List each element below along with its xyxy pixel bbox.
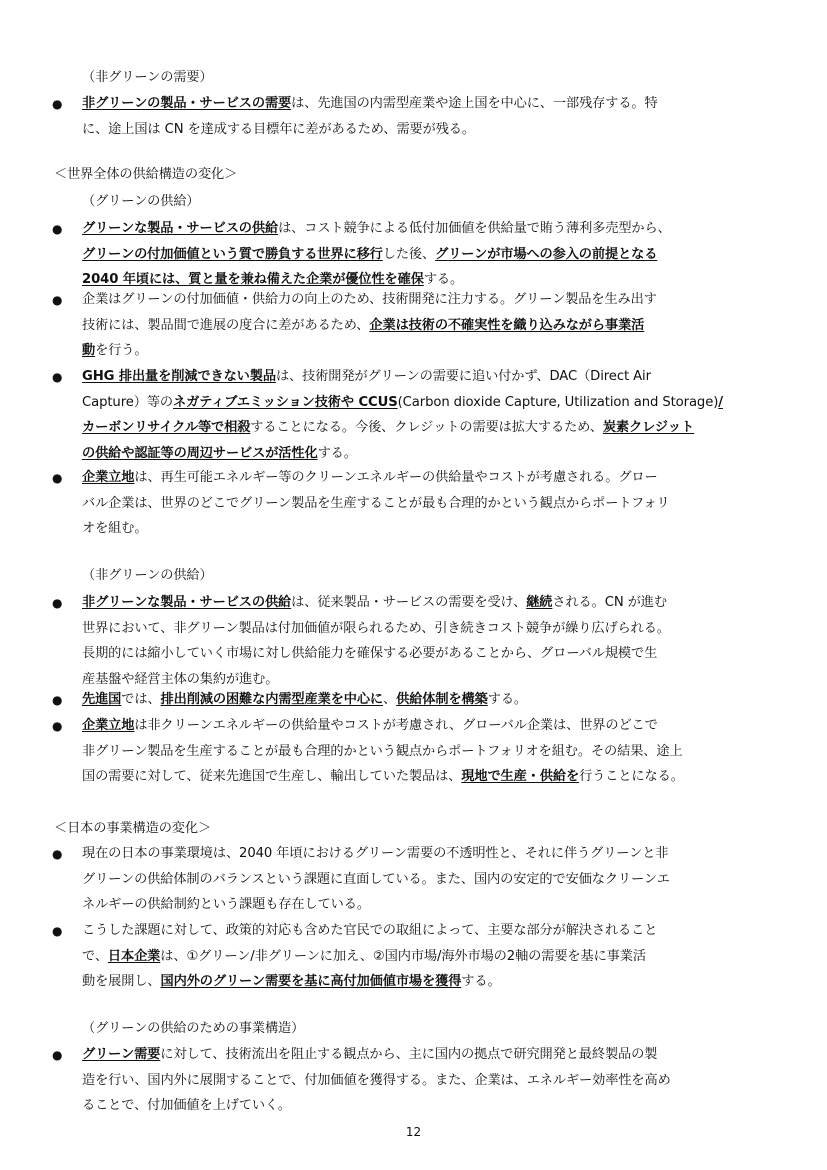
body-text: Capture）等の bbox=[82, 394, 173, 410]
body-text: 現在の日本の事業環境は、2040 年頃におけるグリーン需要の不透明性と、それに伴うグリーンと非 bbox=[82, 846, 669, 861]
body-text: する。 bbox=[487, 692, 528, 707]
body-text: 動を展開し、 bbox=[82, 974, 161, 989]
emphasis-text: 企業立地 bbox=[82, 718, 135, 733]
paragraph-line bbox=[82, 973, 501, 991]
body-text: 国の需要に対して、従来先進国で生産し、輸出していた製品は、 bbox=[82, 769, 462, 784]
emphasis-text: 現地で生産・供給を bbox=[461, 769, 580, 784]
body-text: は、技術開発がグリーンの需要に追い付かず、DAC（Direct Air bbox=[275, 369, 651, 384]
emphasis-text: グリーンな製品・サービスの供給 bbox=[82, 221, 279, 236]
paragraph-line bbox=[82, 220, 671, 238]
body-text: に対して、技術流出を阻止する観点から、主に国内の拠点で研究開発と最終製品の製 bbox=[160, 1047, 658, 1062]
emphasis-text: 継続 bbox=[526, 595, 553, 610]
body-text: 造を行い、国内外に展開することで、付加価値を獲得する。また、企業は、エネルギー効率性を高め bbox=[82, 1072, 671, 1088]
body-text: では、 bbox=[121, 692, 161, 707]
body-text: 企業はグリーンの付加価値・供給力の向上のため、技術開発に注力する。グリーン製品を生み出す bbox=[82, 292, 657, 307]
emphasis-text: / bbox=[718, 394, 723, 410]
bullet-dot: ● bbox=[52, 1048, 63, 1062]
body-text: は、従来製品・サービスの需要を受け、 bbox=[291, 595, 527, 610]
bullet-dot: ● bbox=[52, 222, 63, 236]
body-text: で、 bbox=[82, 948, 108, 964]
body-text: した後、 bbox=[382, 246, 436, 262]
body-text: は、先進国の内需型産業や途上国を中心に、一部残存する。特 bbox=[291, 96, 658, 111]
paragraph-line bbox=[82, 896, 370, 914]
body-text: は、コスト競争による低付加価値を供給量で賄う薄利多売型から、 bbox=[278, 221, 671, 236]
emphasis-text: 排出削減の困難な内需型産業を中心に bbox=[160, 692, 384, 707]
paragraph-line bbox=[82, 317, 644, 335]
paragraph-line bbox=[82, 743, 683, 761]
subsection-label: （非グリーンの需要） bbox=[82, 70, 213, 85]
emphasis-text: カーボンリサイクル等で相殺 bbox=[82, 420, 251, 435]
paragraph-line bbox=[82, 95, 658, 113]
paragraph-line bbox=[82, 121, 475, 139]
body-text: する。 bbox=[461, 974, 501, 989]
bullet-dot: ● bbox=[52, 924, 63, 938]
paragraph-line bbox=[82, 922, 657, 940]
emphasis-text: 国内外のグリーン需要を基に高付加価値市場を獲得 bbox=[160, 974, 462, 989]
body-text: ネルギーの供給制約という課題も存在している。 bbox=[82, 897, 370, 912]
bullet-dot: ● bbox=[52, 471, 63, 485]
emphasis-text: 動 bbox=[82, 343, 96, 358]
paragraph-line bbox=[82, 445, 357, 463]
subsection-label: （グリーンの供給のための事業構造） bbox=[82, 1021, 305, 1036]
body-text: することになる。今後、クレジットの需要は拡大するため、 bbox=[250, 420, 603, 435]
paragraph-line bbox=[82, 645, 657, 663]
emphasis-text: グリーンが市場への参入の前提となる bbox=[435, 246, 658, 262]
body-text: は非クリーンエネルギーの供給量やコストが考慮され、グローバル企業は、世界のどこで bbox=[134, 718, 658, 733]
bullet-dot: ● bbox=[52, 693, 63, 707]
emphasis-text: グリーンの付加価値という質で勝負する世界に移行 bbox=[82, 246, 383, 262]
subsection-label: （グリーンの供給） bbox=[82, 194, 200, 209]
paragraph-line bbox=[82, 1072, 671, 1090]
body-text: 行うことになる。 bbox=[579, 769, 684, 784]
emphasis-text: 炭素クレジット bbox=[602, 420, 695, 435]
paragraph-line bbox=[82, 594, 667, 612]
paragraph-line bbox=[82, 768, 684, 786]
emphasis-text: 非グリーンな製品・サービスの供給 bbox=[82, 595, 292, 610]
body-text: は、再生可能エネルギー等のクリーンエネルギーの供給量やコストが考慮される。グロー bbox=[134, 470, 658, 485]
body-text: バル企業は、世界のどこでグリーン製品を生産することが最も合理的かという観点からポートフォリ bbox=[82, 495, 670, 511]
paragraph-line bbox=[82, 948, 646, 966]
paragraph-line bbox=[82, 1097, 291, 1115]
paragraph-line bbox=[82, 871, 670, 889]
paragraph-line bbox=[82, 717, 658, 735]
paragraph-line bbox=[82, 495, 670, 513]
body-text: 長期的には縮小していく市場に対し供給能力を確保する必要があることから、グローバル規模で生 bbox=[82, 646, 658, 661]
body-text: する。 bbox=[317, 445, 357, 461]
emphasis-text: グリーン需要 bbox=[82, 1047, 161, 1062]
body-text: する。 bbox=[423, 272, 464, 287]
paragraph-line bbox=[82, 469, 658, 487]
paragraph-line bbox=[82, 520, 147, 538]
bullet-dot: ● bbox=[52, 847, 63, 861]
body-text: 技術には、製品間で進展の度合に差があるため、 bbox=[82, 317, 370, 333]
emphasis-text: の供給や認証等の周辺サービスが活性化 bbox=[82, 445, 318, 461]
paragraph-line bbox=[82, 342, 147, 360]
bullet-dot: ● bbox=[52, 97, 63, 111]
body-text: グリーンの供給体制のバランスという課題に直面している。また、国内の安定的で安価なクリーンエ bbox=[82, 871, 671, 887]
body-text: オを組む。 bbox=[82, 521, 148, 536]
bullet-dot: ● bbox=[52, 370, 63, 384]
paragraph-line bbox=[82, 368, 651, 386]
body-text: ることで、付加価値を上げていく。 bbox=[82, 1098, 291, 1113]
body-text: 非グリーン製品を生産することが最も合理的かという観点からポートフォリオを組む。その結果、途上 bbox=[82, 743, 683, 759]
paragraph-line bbox=[82, 246, 657, 264]
paragraph-line bbox=[82, 845, 668, 863]
paragraph-line bbox=[82, 394, 723, 412]
emphasis-text: 非グリーンの製品・サービスの需要 bbox=[82, 96, 292, 111]
emphasis-text: GHG 排出量を削減できない製品 bbox=[82, 369, 276, 384]
paragraph-line bbox=[82, 671, 278, 689]
paragraph-line bbox=[82, 691, 527, 709]
page-number: 12 bbox=[405, 1125, 422, 1139]
paragraph-line bbox=[82, 271, 463, 289]
body-text: 産基盤や経営主体の集約が進む。 bbox=[82, 671, 279, 687]
paragraph-line bbox=[82, 419, 694, 437]
emphasis-text: 2040 年頃には、質と量を兼ね備えた企業が優位性を確保 bbox=[82, 272, 424, 287]
emphasis-text: 企業は技術の不確実性を織り込みながら事業活 bbox=[369, 317, 645, 333]
paragraph-line bbox=[82, 1046, 657, 1064]
body-text: される。CN が進む bbox=[552, 595, 667, 610]
emphasis-text: 先進国 bbox=[82, 692, 122, 707]
body-text: (Carbon dioxide Capture, Utilization and Storage) bbox=[397, 394, 719, 410]
paragraph-line bbox=[82, 291, 657, 309]
body-text: 、 bbox=[383, 692, 397, 707]
body-text: は、①グリーン/非グリーンに加え、②国内市場/海外市場の2軸の需要を基に事業活 bbox=[160, 948, 646, 964]
section-heading: ＜世界全体の供給構造の変化＞ bbox=[54, 167, 238, 182]
emphasis-text: ネガティブエミッション技術や CCUS bbox=[173, 394, 398, 410]
body-text: を行う。 bbox=[95, 343, 148, 358]
body-text: こうした課題に対して、政策的対応も含めた官民での取組によって、主要な部分が解決されること bbox=[82, 923, 658, 938]
emphasis-text: 日本企業 bbox=[107, 948, 161, 964]
bullet-dot: ● bbox=[52, 719, 63, 733]
body-text: 世界において、非グリーン製品は付加価値が限られるため、引き続きコスト競争が繰り広げられる。 bbox=[82, 620, 670, 636]
bullet-dot: ● bbox=[52, 293, 63, 307]
subsection-label: （非グリーンの供給） bbox=[82, 568, 213, 583]
emphasis-text: 供給体制を構築 bbox=[396, 692, 488, 707]
bullet-dot: ● bbox=[52, 596, 63, 610]
emphasis-text: 企業立地 bbox=[82, 470, 135, 485]
paragraph-line bbox=[82, 620, 670, 638]
body-text: に、途上国は CN を達成する目標年に差があるため、需要が残る。 bbox=[82, 121, 475, 137]
section-heading: ＜日本の事業構造の変化＞ bbox=[54, 821, 212, 836]
